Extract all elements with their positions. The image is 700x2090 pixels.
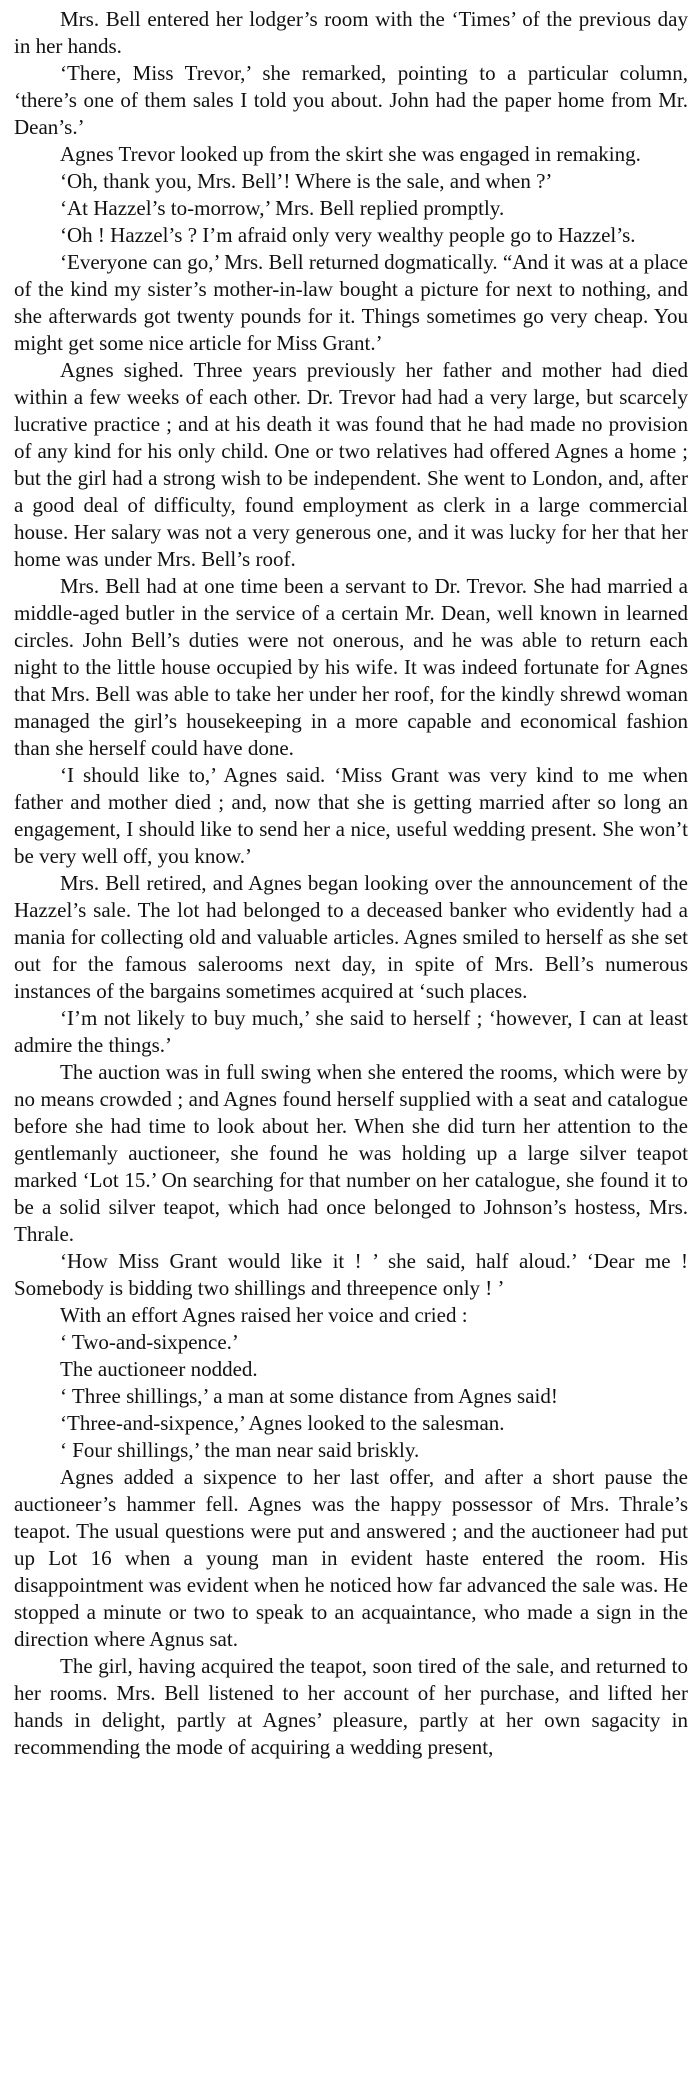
- paragraph-15: With an effort Agnes raised her voice and cried :: [60, 1303, 468, 1327]
- paragraph-8: Agnes sighed. Three years previously her father and mother had died within a few weeks of each other. Dr. Trevor had had a very large, but scarcely lucrative practice ; and at his death it was found that he had made no provision of any kind for his only child. One or two relatives had offered Agnes a home ; but the girl had a strong wish to be independent. She went to London, and, after a good deal of difficulty, found employment as clerk in a large commercial house. Her salary was not a very generous one, and it was lucky for her that her home was under Mrs. Bell’s roof.: [14, 358, 688, 571]
- paragraph-11: Mrs. Bell retired, and Agnes began looking over the announcement of the Hazzel’s sale. The lot had belonged to a deceased banker who evidently had a mania for collecting old and valuable articles. Agnes smiled to herself as she set out for the famous salerooms next day, in spite of Mrs. Bell’s numerous instances of the bargains sometimes acquired at ‘such places.: [14, 871, 688, 1003]
- paragraph-16: ‘ Two-and-sixpence.’: [60, 1330, 239, 1354]
- paragraph-1: Mrs. Bell entered her lodger’s room with the ‘Times’ of the previous day in her hands.: [14, 7, 688, 58]
- paragraph-14: ‘How Miss Grant would like it ! ’ she said, half aloud.’ ‘Dear me ! Somebody is bidding two shillings and threepence only ! ’: [14, 1249, 688, 1300]
- paragraph-7: ‘Everyone can go,’ Mrs. Bell returned dogmatically. “And it was at a place of the kind my sister’s mother-in-law bought a picture for next to nothing, and she afterwards got twenty pounds for it. Things sometimes go very cheap. You might get some nice article for Miss Grant.’: [14, 250, 688, 355]
- paragraph-19: ‘Three-and-sixpence,’ Agnes looked to the salesman.: [60, 1411, 505, 1435]
- paragraph-4: ‘Oh, thank you, Mrs. Bell’! Where is the sale, and when ?’: [60, 169, 553, 193]
- paragraph-17: The auctioneer nodded.: [60, 1357, 258, 1381]
- paragraph-20: ‘ Four shillings,’ the man near said briskly.: [60, 1438, 420, 1462]
- paragraph-2: ‘There, Miss Trevor,’ she remarked, pointing to a particular column, ‘there’s one of them sales I told you about. John had the paper home from Mr. Dean’s.’: [14, 61, 688, 139]
- paragraph-9: Mrs. Bell had at one time been a servant to Dr. Trevor. She had married a middle-aged butler in the service of a certain Mr. Dean, well known in learned circles. John Bell’s duties were not onerous, and he was able to return each night to the little house occupied by his wife. It was indeed fortunate for Agnes that Mrs. Bell was able to take her under her roof, for the kindly shrewd woman managed the girl’s housekeeping in a more capable and economical fashion than she herself could have done.: [14, 574, 688, 760]
- paragraph-12: ‘I’m not likely to buy much,’ she said to herself ; ‘however, I can at least admire the things.’: [14, 1006, 688, 1057]
- paragraph-10: ‘I should like to,’ Agnes said. ‘Miss Grant was very kind to me when father and mother died ; and, now that she is getting married after so long an engagement, I should like to send her a nice, useful wedding present. She won’t be very well off, you know.’: [14, 763, 688, 868]
- paragraph-13: The auction was in full swing when she entered the rooms, which were by no means crowded ; and Agnes found herself supplied with a seat and catalogue before she had time to look about her. When she did turn her attention to the gentlemanly auctioneer, she found he was holding up a large silver teapot marked ‘Lot 15.’ On searching for that number on her catalogue, she found it to be a solid silver teapot, which had once belonged to Johnson’s hostess, Mrs. Thrale.: [14, 1060, 688, 1246]
- paragraph-22: The girl, having acquired the teapot, soon tired of the sale, and returned to her rooms. Mrs. Bell listened to her account of her purchase, and lifted her hands in delight, partly at Agnes’ pleasure, partly at her own sagacity in recommending the mode of acquiring a wedding present,: [14, 1654, 688, 1759]
- paragraph-18: ‘ Three shillings,’ a man at some distance from Agnes said!: [60, 1384, 558, 1408]
- paragraph-3: Agnes Trevor looked up from the skirt she was engaged in remaking.: [60, 142, 641, 166]
- paragraph-5: ‘At Hazzel’s to-morrow,’ Mrs. Bell replied promptly.: [60, 196, 505, 220]
- paragraph-6: ‘Oh ! Hazzel’s ? I’m afraid only very wealthy people go to Hazzel’s.: [60, 223, 636, 247]
- paragraph-21: Agnes added a sixpence to her last offer, and after a short pause the auctioneer’s hammer fell. Agnes was the happy possessor of Mrs. Thrale’s teapot. The usual questions were put and answered ; and the auctioneer had put up Lot 16 when a young man in evident haste entered the room. His disappointment was evident when he noticed how far advanced the sale was. He stopped a minute or two to speak to an acquaintance, who made a sign in the direction where Agnus sat.: [14, 1465, 688, 1651]
